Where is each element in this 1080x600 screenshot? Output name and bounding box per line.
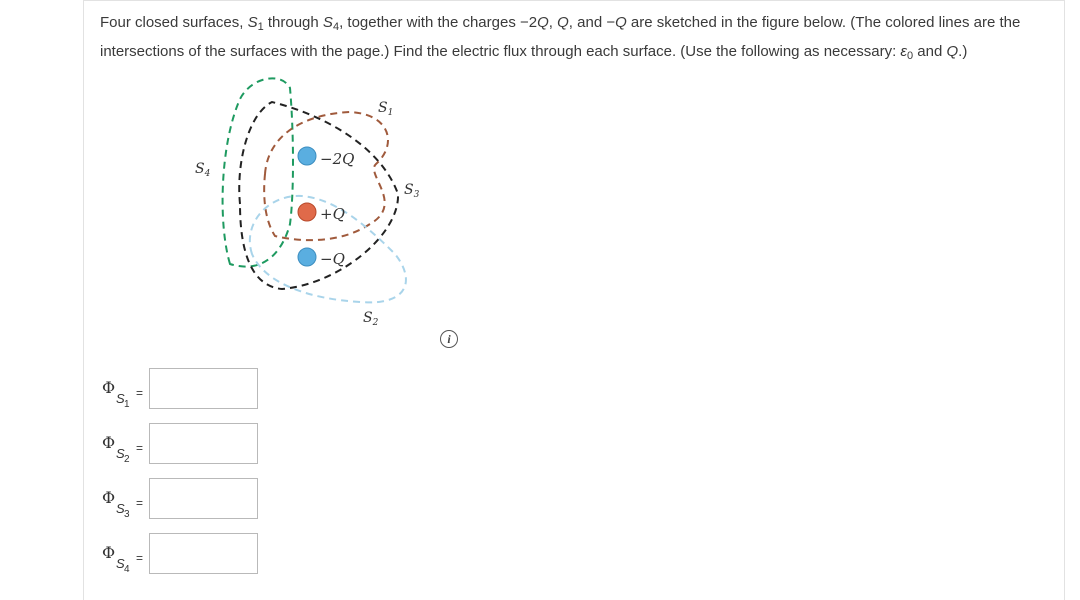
surface-s3-curve	[239, 102, 398, 289]
surface-s3-label: $S_3$	[404, 182, 420, 200]
positive-q-charge	[298, 203, 316, 221]
flux-s3-input[interactable]	[149, 478, 258, 519]
charge-posq-label: +Q	[320, 205, 345, 223]
charge-neg2q-label: −2Q	[320, 150, 355, 168]
gauss-surfaces-figure	[190, 74, 440, 334]
flux-label-s2: Φ S 2 =	[102, 433, 144, 465]
negative-q-charge	[298, 248, 316, 266]
negative-2q-charge	[298, 147, 316, 165]
flux-s1-input[interactable]	[149, 368, 258, 409]
surface-s4-label: $S_4$	[195, 161, 211, 179]
question-text: Four closed surfaces, $S_1$ through $S_4$, together with the charges −2Q, Q, and −Q are sketched in the figure below. (The colored lines are the intersections of the surfaces with the page.) Find the electric flux through each surface. (Use the following as necessary: $\varepsilon_0$ and Q.)	[100, 14, 1021, 62]
surface-s1-label: $S_1$	[378, 100, 394, 118]
flux-s2-input[interactable]	[149, 423, 258, 464]
info-icon[interactable]: i	[440, 330, 458, 348]
flux-label-s1: Φ S 1 =	[102, 378, 144, 410]
charge-negq-label: −Q	[320, 250, 345, 268]
flux-label-s3: Φ S 3 =	[102, 488, 144, 520]
flux-label-s4: Φ S 4 =	[102, 543, 144, 575]
surface-s2-label: $S_2$	[363, 310, 379, 328]
flux-s4-input[interactable]	[149, 533, 258, 574]
